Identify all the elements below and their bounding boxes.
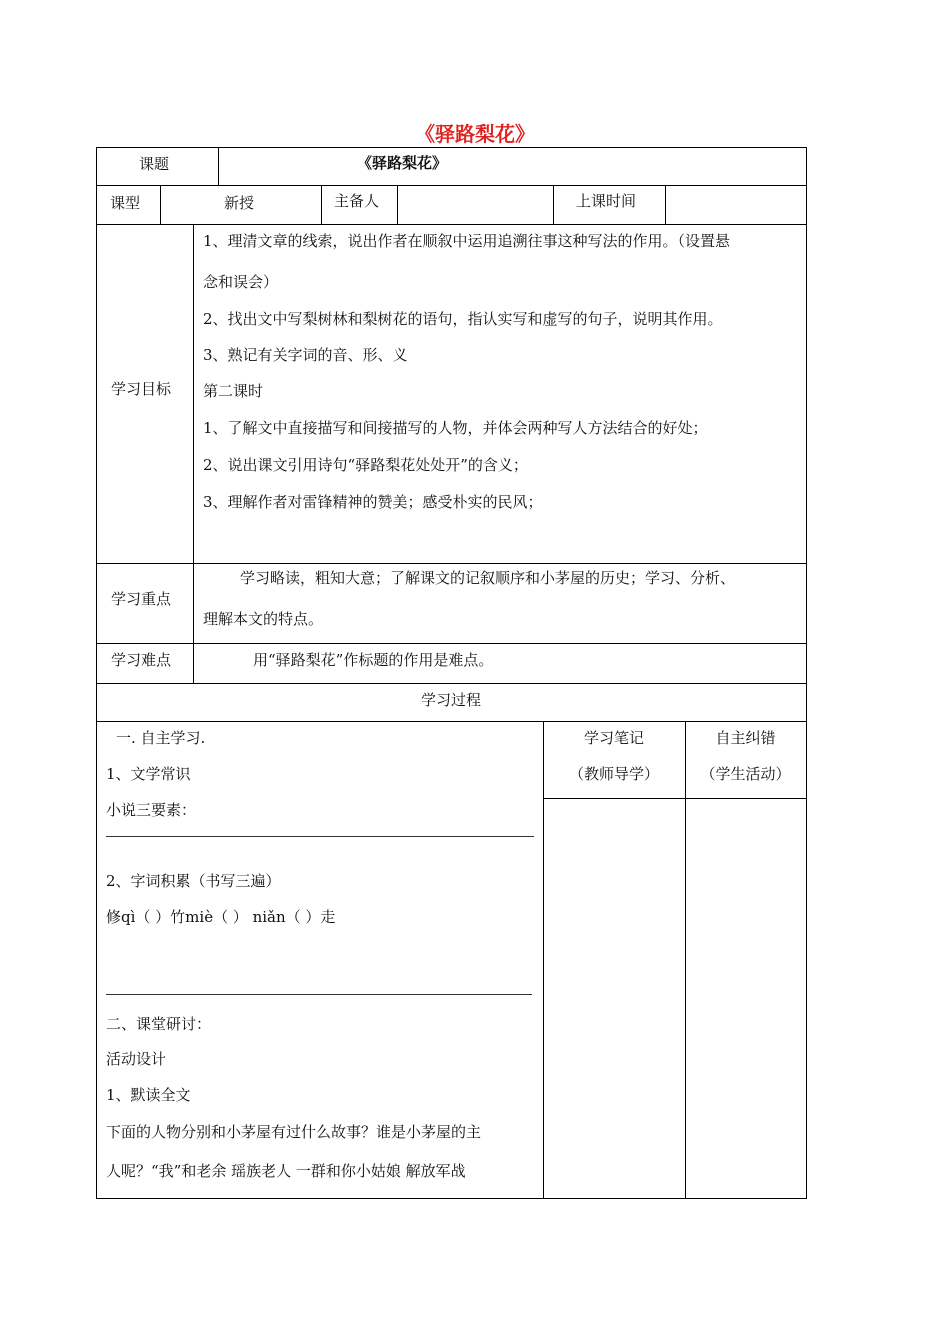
topic-value: 《驿路梨花》 (357, 154, 448, 172)
document-title: 《驿路梨花》 (415, 122, 535, 146)
answer-underline (106, 836, 534, 837)
focus-label: 学习重点 (111, 590, 172, 608)
process-line: 二、课堂研讨： (106, 1015, 212, 1033)
type-label: 课型 (110, 194, 141, 212)
notes-header: 学习笔记 (583, 729, 644, 747)
process-line: 2、字词积累（书写三遍） (106, 872, 281, 890)
difficulty-label: 学习难点 (111, 651, 172, 669)
correction-subheader: （学生活动） (700, 765, 791, 783)
process-line: 1、默读全文 (106, 1086, 191, 1104)
objective-line: 第二课时 (203, 382, 264, 400)
focus-line: 学习略读，粗知大意；了解课文的记叙顺序和小茅屋的历史；学习、分析、 (240, 569, 736, 587)
process-line: 一. 自主学习. (116, 729, 206, 747)
process-label: 学习过程 (420, 691, 481, 709)
process-line: 1、文学常识 (106, 765, 191, 783)
process-line: 下面的人物分别和小茅屋有过什么故事？谁是小茅屋的主 (106, 1123, 482, 1141)
objective-line: 3、熟记有关字词的音、形、义 (203, 346, 408, 364)
difficulty-text: 用“驿路梨花”作标题的作用是难点。 (253, 651, 494, 669)
process-line: 人呢？“我”和老余 瑶族老人 一群和你小姑娘 解放军战 (106, 1162, 466, 1180)
objectives-label: 学习目标 (111, 380, 172, 398)
preparer-label: 主备人 (334, 192, 380, 210)
objective-line: 3、理解作者对雷锋精神的赞美；感受朴实的民风； (203, 493, 543, 511)
objective-line: 1、了解文中直接描写和间接描写的人物，并体会两种写人方法结合的好处； (203, 419, 708, 437)
process-line: 活动设计 (106, 1050, 167, 1068)
type-value: 新授 (224, 194, 255, 212)
objective-line: 2、说出课文引用诗句“驿路梨花处处开”的含义； (203, 456, 528, 474)
process-line: 小说三要素： (106, 801, 197, 819)
topic-label: 课题 (139, 155, 170, 173)
correction-header: 自主纠错 (715, 729, 776, 747)
focus-line: 理解本文的特点。 (203, 610, 324, 628)
time-label: 上课时间 (576, 192, 637, 210)
objective-line: 1、理清文章的线索，说出作者在顺叙中运用追溯往事这种写法的作用。（设置悬 (203, 232, 731, 250)
notes-subheader: （教师导学） (568, 765, 659, 783)
answer-underline (106, 994, 532, 995)
objective-line: 2、找出文中写梨树林和梨树花的语句，指认实写和虚写的句子，说明其作用。 (203, 310, 723, 328)
process-line: 修qì（ ）竹miè（ ） niǎn（ ）走 (106, 908, 336, 926)
objective-line: 念和误会） (203, 273, 279, 291)
